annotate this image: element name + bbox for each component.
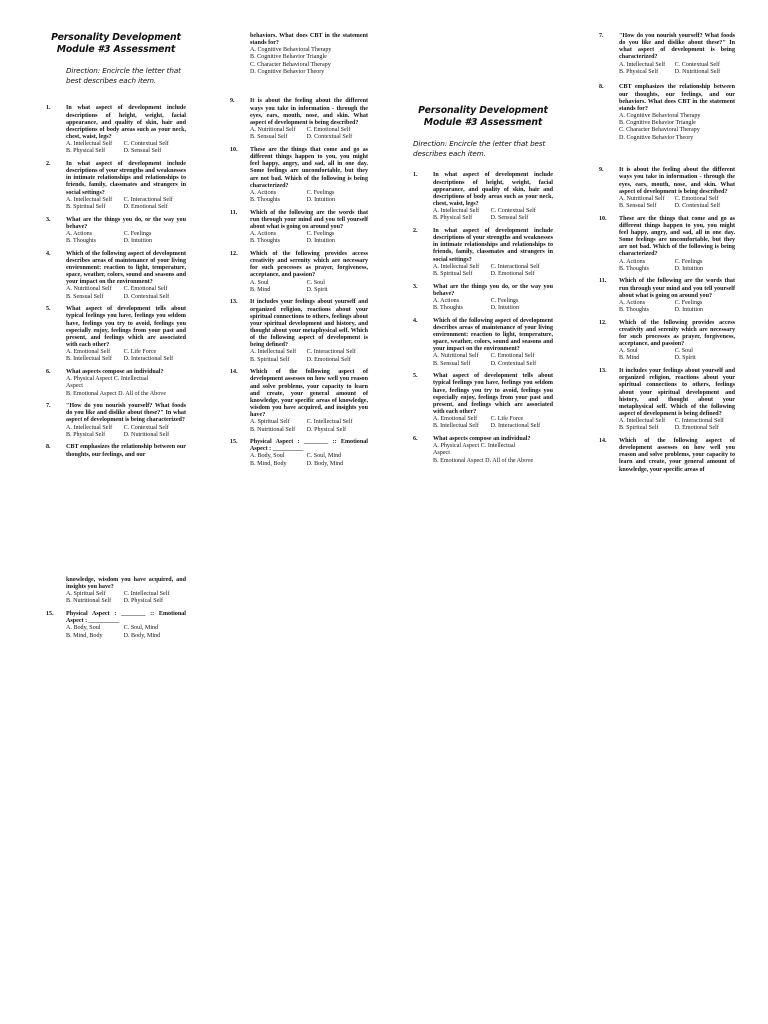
option-d[interactable]: D. Emotional Self (674, 425, 719, 432)
page-title: Personality Development Module #3 Assessment (418, 105, 548, 128)
option-b[interactable]: B. Thoughts (433, 305, 464, 312)
option-a[interactable]: A. Soul (250, 279, 269, 286)
option-b[interactable]: B. Thoughts (66, 238, 97, 245)
option-c[interactable]: C. Contextual Self (674, 61, 720, 68)
option-d[interactable]: D. Cognitive Behavior Theory (250, 68, 325, 75)
option-b[interactable]: B. Intellectual Self (433, 423, 479, 430)
answer-options (433, 208, 553, 222)
option-a-c[interactable]: A. Physical Aspect C. Intellectual (433, 443, 516, 450)
answer-options (66, 425, 186, 439)
option-c[interactable]: C. Feelings (306, 189, 335, 196)
option-c[interactable]: C. Intellectual Self (123, 591, 170, 598)
option-b[interactable]: B. Thoughts (250, 196, 281, 203)
option-c[interactable]: C. Feelings (306, 231, 335, 238)
option-a[interactable]: A. Spiritual Self (250, 419, 290, 426)
question-8: 8. CBT emphasizes the relationship between our thoughts, our feelings, and our behaviors. What does CBT in the statement stands for? A. Cognitive Behavioral Therapy B. Cognitive Behavior Triangle C. Character Behavioral Therapy D. Cognitive Behavior Theory (599, 84, 735, 141)
option-d[interactable]: D. Sensual Self (123, 148, 162, 155)
option-a[interactable]: A. Actions (619, 258, 646, 265)
question-10: 10. These are the things that come and go as different things happen to you, you might feel happy, angry, and sad, all in one day. Some feelings are uncomfortable, but they are not bad. Which of the following is being characterized? A. Actions C. Feelings B. Thoughts D. Intuition (230, 146, 368, 203)
question-8-partial: 8. CBT emphasizes the relationship between our thoughts, our feelings, and our (46, 444, 186, 458)
question-4: 4. Which of the following aspect of development describes areas of maintenance of your living environment: reaction to light, temperature, space, weather, colors, sound and seasons and your impact on the environment? A. Nutritional Self C. Emotional Self B. Sensual Self D. Contextual Self (413, 317, 553, 367)
option-a[interactable]: A. Nutritional Self (66, 286, 112, 293)
option-c[interactable]: C. Life Force (123, 349, 157, 356)
question-12: 12. Which of the following provides access creativity and serenity which are necessary for such processes as prayer, forgiveness, acceptance, and passion? A. Soul C. Soul B. Mind D. Spirit (599, 319, 735, 362)
answer-options (433, 353, 553, 367)
option-b[interactable]: B. Spiritual Self (433, 270, 473, 277)
option-d[interactable]: D. Interactional Self (490, 423, 541, 430)
option-d[interactable]: D. Intuition (306, 238, 336, 245)
option-a[interactable]: A. Cognitive Behavioral Therapy (619, 113, 701, 120)
option-a[interactable]: A. Body, Soul (250, 453, 285, 460)
question-14-partial: 14. Which of the following aspect of development assesses on how well you reason and solve problems, your capacity to learn and create, your general amount of knowledge, your specific areas of (599, 438, 735, 473)
option-c[interactable]: C. Soul (306, 279, 325, 286)
option-c[interactable]: C. Emotional Self (123, 286, 168, 293)
option-b[interactable]: B. Sensual Self (66, 293, 104, 300)
option-b[interactable]: B. Nutritional Self (250, 426, 296, 433)
option-c[interactable]: C. Interactional Self (490, 263, 540, 270)
option-a[interactable]: A. Cognitive Behavioral Therapy (250, 47, 332, 54)
option-d[interactable]: D. Body, Mind (306, 460, 344, 467)
option-b-d[interactable]: B. Emotional Aspect D. All of the Above (433, 457, 534, 464)
option-a[interactable]: A. Soul (619, 348, 638, 355)
option-d[interactable]: D. Contextual Self (123, 293, 170, 300)
answer-options (66, 349, 186, 363)
option-d[interactable]: D. Emotional Self (123, 203, 168, 210)
option-b[interactable]: B. Thoughts (619, 265, 650, 272)
answer-options (66, 625, 186, 639)
option-b[interactable]: B. Physical Self (66, 148, 106, 155)
option-c-cont[interactable]: Aspect (433, 450, 450, 457)
answer-options (619, 113, 735, 142)
answer-options (433, 264, 553, 278)
option-b[interactable]: B. Cognitive Behavior Triangle (619, 120, 696, 127)
answer-options (619, 259, 735, 273)
answer-options (66, 141, 186, 155)
option-c[interactable]: C. Feelings (674, 258, 703, 265)
option-c[interactable]: C. Contextual Self (123, 424, 169, 431)
page1-column-1-overflow (46, 577, 186, 645)
option-a[interactable]: A. Actions (433, 297, 460, 304)
option-c[interactable]: C. Contextual Self (490, 208, 536, 215)
option-b[interactable]: B. Mind (250, 286, 271, 293)
option-d[interactable]: D. Body, Mind (123, 632, 161, 639)
question-13: 13. It includes your feelings about yourself and organized religion, reactions about your spiritual connections to others, feelings about your spiritual development and history, and thought about your metaphysical self. Which of the following aspect of development is being defined? A. Intellectual Self C. Interactional Self B. Spiritual Self D. Emotional Self (230, 299, 368, 363)
direction-text: Direction: Encircle the letter that best describes each item. (413, 139, 546, 158)
option-c[interactable]: C. Soul, Mind (123, 625, 159, 632)
answer-options (250, 47, 368, 76)
question-1: 1. In what aspect of development include descriptions of height, weight, facial appearance, and quality of skin, hair and descriptions of body areas such as your neck, chest, waist, legs? A. Intellectual Self C. Contextual Self B. Physical Self D. Sensual Self (46, 105, 186, 155)
option-b[interactable]: B. Physical Self (66, 431, 106, 438)
option-a[interactable]: A. Intellectual Self (619, 418, 666, 425)
option-a[interactable]: A. Spiritual Self (66, 591, 106, 598)
option-b[interactable]: B. Mind (619, 355, 640, 362)
question-4: 4. Which of the following aspect of development describes areas of maintenance of your living environment: reaction to light, temperature, space, weather, colors, sound and seasons and your impact on the environment? A. Nutritional Self C. Emotional Self B. Sensual Self D. Contextual Self (46, 250, 186, 300)
question-14-continuation: knowledge, wisdom you have acquired, and insights you have? A. Spiritual Self C. Intellectual Self B. Nutritional Self D. Physical Self (66, 577, 186, 605)
answer-options (250, 419, 368, 433)
option-c[interactable]: C. Emotional Self (674, 195, 719, 202)
answer-options (66, 197, 186, 211)
answer-options (66, 231, 186, 245)
option-c[interactable]: C. Character Behavioral Therapy (250, 61, 331, 68)
option-d[interactable]: D. Spirit (674, 355, 696, 362)
option-b[interactable]: B. Sensual Self (433, 360, 471, 367)
question-7: 7. "How do you nourish yourself? What foods do you like and dislike about these?" In what aspect of development is being characterized? A. Intellectual Self C. Contextual Self B. Physical Self D. Nutritional Self (46, 403, 186, 438)
question-10: 10. These are the things that come and go as different things happen to you, you might feel happy, angry, and sad, all in one day. Some feelings are uncomfortable, but they are not bad. Which of the following is being characterized? A. Actions C. Feelings B. Thoughts D. Intuition (599, 215, 735, 272)
option-d[interactable]: D. Physical Self (306, 426, 347, 433)
option-d[interactable]: D. Interactional Self (123, 356, 174, 363)
question-15: 15. Physical Aspect : ________ :: Emotional Aspect : __________ A. Body, Soul C. Soul, Mind B. Mind, Body D. Body, Mind (46, 611, 186, 639)
page2-column-2 (599, 33, 735, 479)
option-c[interactable]: C. Feelings (674, 299, 703, 306)
option-d[interactable]: D. Cognitive Behavior Theory (619, 134, 694, 141)
option-d[interactable]: D. Contextual Self (306, 134, 353, 141)
answer-options (250, 453, 368, 467)
option-a[interactable]: A. Intellectual Self (66, 141, 113, 148)
option-d[interactable]: D. Intuition (123, 238, 153, 245)
option-d[interactable]: D. Contextual Self (674, 202, 721, 209)
option-d[interactable]: D. Sensual Self (490, 215, 529, 222)
question-1: 1. In what aspect of development include descriptions of height, weight, facial appearance, and quality of skin, hair and descriptions of body areas such as your neck, chest, waist, legs? A. Intellectual Self C. Contextual Self B. Physical Self D. Sensual Self (413, 172, 553, 222)
answer-options (619, 196, 735, 210)
answer-options (433, 416, 553, 430)
option-b[interactable]: B. Spiritual Self (250, 356, 290, 363)
option-a[interactable]: A. Actions (250, 189, 277, 196)
question-3: 3. What are the things you do, or the way you behave? A. Actions C. Feelings B. Thoughts D. Intuition (46, 216, 186, 245)
option-c[interactable]: C. Life Force (490, 416, 524, 423)
page2-column-1 (413, 105, 553, 470)
option-a[interactable]: A. Emotional Self (66, 349, 111, 356)
option-b[interactable]: B. Thoughts (619, 307, 650, 313)
option-b[interactable]: B. Physical Self (619, 68, 659, 75)
option-c[interactable]: C. Interactional Self (123, 196, 173, 203)
option-b[interactable]: B. Sensual Self (250, 134, 288, 141)
option-a[interactable]: A. Emotional Self (433, 416, 478, 423)
option-d[interactable]: D. Intuition (674, 265, 704, 272)
answer-options (250, 190, 368, 204)
question-7: 7. "How do you nourish yourself? What foods do you like and dislike about these?" In what aspect of development is being characterized? A. Intellectual Self C. Contextual Self B. Physical Self D. Nutritional Self (599, 33, 735, 75)
option-d[interactable]: D. Intuition (306, 196, 336, 203)
question-11: 11. Which of the following are the words that run through your mind and you tell yourself about what is going on around you? A. Actions C. Feelings B. Thoughts D. Intuition (599, 278, 735, 313)
option-c[interactable]: C. Emotional Self (306, 127, 351, 134)
option-a[interactable]: A. Body, Soul (66, 625, 101, 632)
option-d[interactable]: D. Nutritional Self (123, 431, 170, 438)
option-a[interactable]: A. Actions (250, 231, 277, 238)
question-2: 2. In what aspect of development include descriptions of your strengths and weaknesses in intimate relationships and relationships to friends, family, classmates and strangers in social settings? A. Intellectual Self C. Interactional Self B. Spiritual Self D. Emotional Self (413, 227, 553, 277)
answer-options (250, 127, 368, 141)
option-a[interactable]: A. Intellectual Self (250, 349, 297, 356)
option-b[interactable]: B. Spiritual Self (619, 425, 659, 432)
option-a[interactable]: A. Actions (66, 230, 93, 237)
question-list (413, 172, 553, 464)
option-a[interactable]: A. Intellectual Self (66, 424, 113, 431)
option-d[interactable]: D. Spirit (306, 286, 328, 293)
answer-options (66, 286, 186, 300)
question-3: 3. What are the things you do, or the way you behave? A. Actions C. Feelings B. Thoughts D. Intuition (413, 283, 553, 312)
question-2: 2. In what aspect of development include descriptions of your strengths and weaknesses in intimate relationships and relationships to friends, family, classmates and strangers in social settings? A. Intellectual Self C. Interactional Self B. Spiritual Self D. Emotional Self (46, 160, 186, 210)
page1-column-1 (46, 32, 186, 464)
answer-options (66, 591, 186, 605)
option-a[interactable]: A. Actions (619, 299, 646, 306)
option-d[interactable]: D. Contextual Self (490, 360, 537, 367)
page1-column-2 (230, 33, 368, 473)
option-b[interactable]: B. Spiritual Self (66, 203, 106, 210)
question-6: 6. What aspects compose an individual? A. Physical Aspect C. Intellectual Aspect B. Emotional Aspect D. All of the Above (413, 436, 553, 465)
answer-options (250, 231, 368, 245)
option-c[interactable]: C. Interactional Self (674, 418, 724, 425)
option-a[interactable]: A. Nutritional Self (433, 353, 479, 360)
question-13: 13. It includes your feelings about yourself and organized religion, reactions about your spiritual connections to others, feelings about your spiritual development and history, and thought about your metaphysical self. Which of the following aspect of development is being defined? A. Intellectual Self C. Interactional Self B. Spiritual Self D. Emotional Self (599, 368, 735, 432)
direction-text: Direction: Encircle the letter that best describes each item. (66, 66, 181, 85)
option-c[interactable]: C. Intellectual Self (306, 419, 353, 426)
option-b[interactable]: B. Mind, Body (250, 460, 287, 467)
question-12: 12. Which of the following provides access creativity and serenity which are necessary for such processes as prayer, forgiveness, acceptance, and passion? A. Soul C. Soul B. Mind D. Spirit (230, 250, 368, 293)
question-6: 6. What aspects compose an individual? A. Physical Aspect C. Intellectual Aspect B. Emotional Aspect D. All of the Above (46, 369, 186, 398)
option-b[interactable]: B. Intellectual Self (66, 356, 112, 363)
answer-options (66, 376, 186, 397)
question-8-continuation: behaviors. What does CBT in the statement stands for? A. Cognitive Behavioral Therapy B. Cognitive Behavior Triangle C. Character Behavioral Therapy D. Cognitive Behavior Theory (250, 33, 368, 75)
option-c[interactable]: C. Contextual Self (123, 141, 169, 148)
option-d[interactable]: D. Intuition (674, 307, 704, 313)
option-c[interactable]: C. Feelings (123, 230, 152, 237)
question-5: 5. What aspect of development tells about typical feelings you have, feelings you seldom have, feelings you try to avoid, feelings you especially enjoy, feelings from your past and present, and feelings which are associated with each other? A. Emotional Self C. Life Force B. Intellectual Self D. Interactional Self (46, 306, 186, 363)
option-d[interactable]: D. Nutritional Self (674, 68, 721, 75)
option-a-c[interactable]: A. Physical Aspect C. Intellectual (66, 376, 149, 383)
question-5: 5. What aspect of development tells about typical feelings you have, feelings you seldom have, feelings you try to avoid, feelings you especially enjoy, feelings from your past and present, and feelings which are associated with each other? A. Emotional Self C. Life Force B. Intellectual Self D. Interactional Self (413, 373, 553, 430)
question-9: 9. It is about the feeling about the different ways you take in information - through the eyes, ears, mouth, nose, and skin. What aspect of development is being described? A. Nutritional Self C. Emotional Self B. Sensual Self D. Contextual Self (599, 167, 735, 209)
question-14: 14. Which of the following aspect of development assesses on how well you reason and solve problems, your capacity to learn and create, your general amount of knowledge, your specific areas of knowledge, wisdom you have acquired, and insights you have? A. Spiritual Self C. Intellectual Self B. Nutritional Self D. Physical Self (230, 369, 368, 433)
option-a[interactable]: A. Intellectual Self (433, 263, 480, 270)
option-b[interactable]: B. Nutritional Self (66, 598, 112, 605)
answer-options (619, 418, 735, 432)
option-d[interactable]: D. Physical Self (123, 598, 164, 605)
question-8-text-start: CBT emphasizes the relationship between our thoughts, our feelings, and our (66, 444, 186, 458)
answer-options (433, 298, 553, 312)
question-11: 11. Which of the following are the words that run through your mind and you tell yourself about what is going on around you? A. Actions C. Feelings B. Thoughts D. Intuition (230, 209, 368, 245)
question-15: 15. Physical Aspect : ________ :: Emotional Aspect : __________ A. Body, Soul C. Soul, Mind B. Mind, Body D. Body, Mind (230, 439, 368, 467)
option-c[interactable]: C. Emotional Self (490, 353, 535, 360)
option-b[interactable]: B. Physical Self (433, 215, 473, 222)
option-c-cont[interactable]: Aspect (66, 383, 83, 390)
answer-options (250, 349, 368, 363)
option-c[interactable]: C. Character Behavioral Therapy (619, 127, 700, 134)
option-a[interactable]: A. Nutritional Self (250, 127, 296, 134)
option-b[interactable]: B. Sensual Self (619, 202, 657, 209)
question-list (46, 105, 186, 458)
option-d[interactable]: D. Intuition (490, 305, 520, 312)
option-c[interactable]: C. Feelings (490, 297, 519, 304)
answer-options (619, 62, 735, 76)
option-a[interactable]: A. Intellectual Self (619, 61, 666, 68)
answer-options (433, 443, 553, 464)
question-9: 9. It is about the feeling about the different ways you take in information - through the eyes, ears, mouth, nose, and skin. What aspect of development is being described? A. Nutritional Self C. Emotional Self B. Sensual Self D. Contextual Self (230, 98, 368, 141)
answer-options (619, 348, 735, 362)
option-b[interactable]: B. Thoughts (250, 238, 281, 245)
answer-options (619, 300, 735, 314)
option-d[interactable]: D. Emotional Self (306, 356, 351, 363)
option-a[interactable]: A. Intellectual Self (433, 208, 480, 215)
option-c[interactable]: C. Interactional Self (306, 349, 356, 356)
option-c[interactable]: C. Soul, Mind (306, 453, 342, 460)
option-b[interactable]: B. Mind, Body (66, 632, 103, 639)
option-b[interactable]: B. Cognitive Behavior Triangle (250, 54, 327, 61)
page-title: Personality Development Module #3 Assessment (51, 32, 181, 55)
option-a[interactable]: A. Intellectual Self (66, 196, 113, 203)
option-b-d[interactable]: B. Emotional Aspect D. All of the Above (66, 390, 167, 397)
option-d[interactable]: D. Emotional Self (490, 270, 535, 277)
option-a[interactable]: A. Nutritional Self (619, 195, 665, 202)
option-c[interactable]: C. Soul (674, 348, 693, 355)
answer-options (250, 280, 368, 294)
